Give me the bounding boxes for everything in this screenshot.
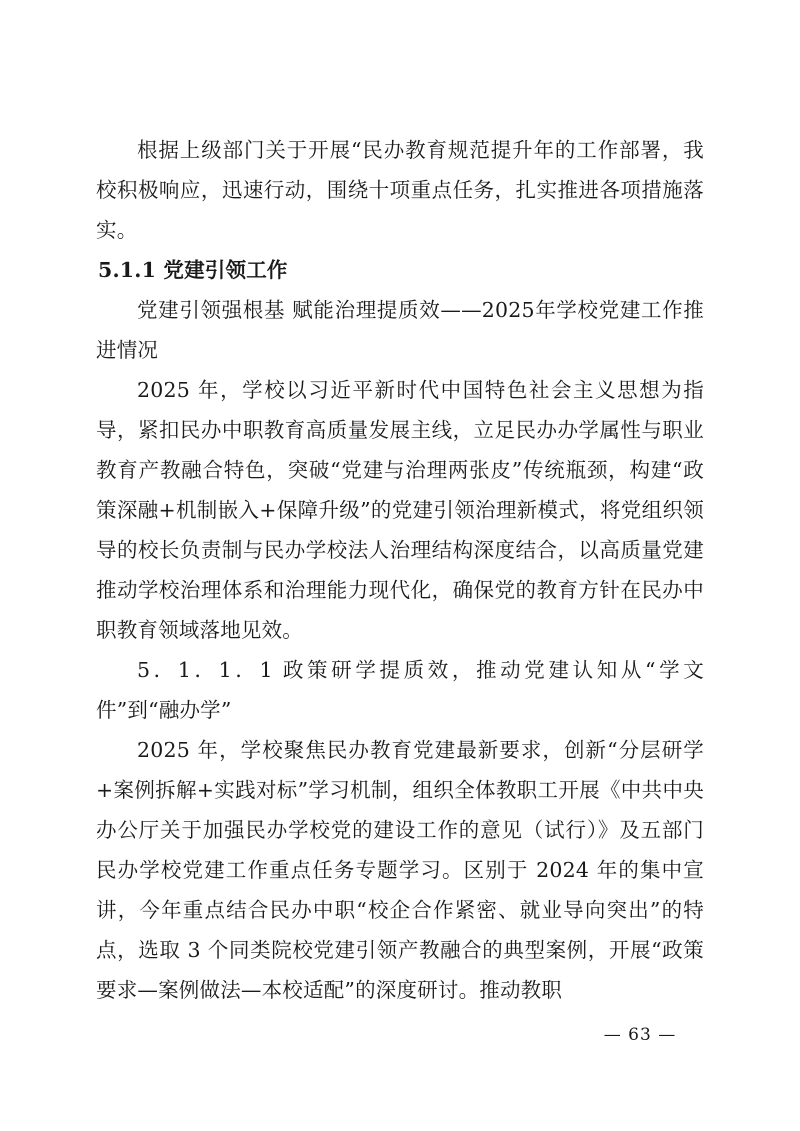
document-body	[96, 130, 704, 1010]
subsection-heading-5-1-1-1: 5．1．1．1 政策研学提质效，推动党建认知从“学文件”到“融办学”	[96, 658, 704, 722]
section-heading-5-1-1: 5.1.1 党建引领工作	[98, 258, 288, 282]
paragraph-intro: 根据上级部门关于开展“民办教育规范提升年的工作部署，我校积极响应，迅速行动，围绕十项重点任务，扎实推进各项措施落实。	[96, 138, 704, 242]
paragraph-subtitle: 党建引领强根基 赋能治理提质效——2025年学校党建工作推进情况	[96, 298, 704, 362]
paragraph-policy-study: 2025 年，学校聚焦民办教育党建最新要求，创新“分层研学+案例拆解+实践对标”学习机制，组织全体教职工开展《中共中央办公厅关于加强民办学校党的建设工作的意见（试行）》及五部门民办学校党建工作重点任务专题学习。区别于 2024 年的集中宣讲，今年重点结合民办中职“校企合作紧密、就业导向突出”的特点，选取 3 个同类院校党建引领产教融合的典型案例，开展“政策要求—案例做法—本校适配”的深度研讨。推动教职	[96, 738, 704, 1002]
paragraph-overview-2025: 2025 年，学校以习近平新时代中国特色社会主义思想为指导，紧扣民办中职教育高质量发展主线，立足民办办学属性与职业教育产教融合特色，突破“党建与治理两张皮”传统瓶颈，构建“政策深融+机制嵌入+保障升级”的党建引领治理新模式，将党组织领导的校长负责制与民办学校法人治理结构深度结合，以高质量党建推动学校治理体系和治理能力现代化，确保党的教育方针在民办中职教育领域落地见效。	[96, 378, 704, 642]
page-number: — 63 —	[603, 1025, 677, 1045]
